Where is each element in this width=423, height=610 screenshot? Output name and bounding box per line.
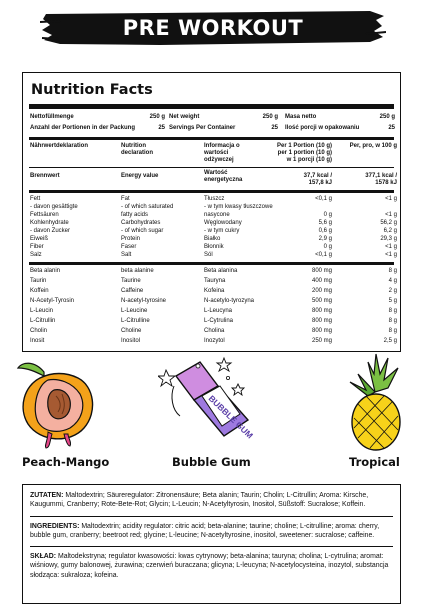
column-header-per100: Per, pro, w 100 g — [349, 143, 397, 149]
table-cell: Taurine — [121, 278, 141, 284]
table-cell: N-acetyl-tyrosine — [121, 298, 167, 304]
table-cell: nasycone — [204, 212, 230, 218]
table-cell: 250 mg — [311, 338, 332, 344]
table-cell: Fett — [30, 196, 41, 202]
table-cell: - davon gesättigte — [30, 204, 78, 210]
header-value: 25 — [158, 125, 165, 131]
table-cell: 6,2 g — [383, 228, 397, 234]
table-cell: Tauryna — [204, 278, 226, 284]
table-cell: 4 g — [388, 278, 397, 284]
energy-label-de: Brennwert — [30, 173, 60, 179]
table-cell: 200 mg — [311, 288, 332, 294]
header-value: 250 g — [149, 114, 165, 120]
flavor-label-peach-mango: Peach-Mango — [22, 455, 110, 469]
table-cell: Fiber — [30, 244, 44, 250]
table-cell: 8 g — [388, 328, 397, 334]
table-cell: <0,1 g — [315, 252, 332, 258]
page-title: PRE WORKOUT — [122, 16, 304, 40]
ingredients-en — [30, 522, 393, 541]
header-value: 25 — [271, 125, 278, 131]
table-cell: Cholin — [30, 328, 48, 334]
table-cell: Taurin — [30, 278, 47, 284]
energy-label-pl: energetyczna — [204, 177, 243, 183]
heavy-divider — [29, 190, 394, 193]
peach-icon — [14, 356, 102, 452]
table-cell: Salz — [30, 252, 42, 258]
header-label: Masa netto — [285, 114, 317, 120]
header-label: Anzahl der Portionen in der Packung — [30, 125, 136, 131]
flavor-label-bubble-gum: Bubble Gum — [172, 455, 251, 469]
ingredients-pl-text: Maltodekstryna; regulator kwasowości: kwas cytrynowy; beta-alanina; tauryna; cholina; L-cytrulina; aromat: wiśniowy, gumy balonowej, żurawina; czerwień buraczana; glicyna; L-leucyna; N-acetylocysteina, inozytol, substancja słodząca: sukraloza; kofeina. — [30, 553, 389, 579]
column-header-en: declaration — [121, 150, 154, 156]
table-cell: 2,9 g — [318, 236, 332, 242]
table-cell: <1 g — [385, 252, 397, 258]
table-cell: Fat — [121, 196, 130, 202]
header-label: Ilość porcji w opakowaniu — [285, 125, 360, 131]
energy-per100: 1578 kJ — [375, 180, 397, 186]
table-cell: 5,6 g — [318, 220, 332, 226]
table-cell: 0 g — [323, 212, 332, 218]
flavor-label-tropical: Tropical — [349, 455, 400, 469]
ingredients-pl-label: SKŁAD: — [30, 553, 57, 561]
table-cell: 29,3 g — [380, 236, 397, 242]
table-cell: - w tym kwasy tłuszczowe — [204, 204, 273, 210]
nutrition-facts-title: Nutrition Facts — [31, 82, 153, 98]
ingredients-pl — [30, 552, 393, 580]
table-cell: 8 g — [388, 268, 397, 274]
gum-wrapper-text: BUBBLE GUM — [206, 393, 254, 441]
table-cell: Inozytol — [204, 338, 225, 344]
table-cell: Choline — [121, 328, 142, 334]
table-cell: 8 g — [388, 318, 397, 324]
table-cell: 800 mg — [311, 318, 332, 324]
table-cell: 400 mg — [311, 278, 332, 284]
energy-per100: 377,1 kcal / — [365, 173, 397, 179]
table-cell: fatty acids — [121, 212, 149, 218]
table-cell: Tłuszcz — [204, 196, 225, 202]
header-value: 250 g — [262, 114, 278, 120]
header-value: 250 g — [379, 114, 395, 120]
table-cell: 56,2 g — [380, 220, 397, 226]
table-cell: L-Citrullin — [30, 318, 56, 324]
table-cell: L-Cytrulina — [204, 318, 234, 324]
table-cell: Inositol — [121, 338, 141, 344]
ingredients-box — [22, 484, 401, 604]
table-cell: - of which sugar — [121, 228, 164, 234]
table-cell: 2,5 g — [383, 338, 397, 344]
column-header-pl: wartości — [204, 150, 229, 156]
divider — [29, 167, 394, 168]
table-cell: Salt — [121, 252, 132, 258]
header-value: 25 — [388, 125, 395, 131]
column-header-portion: per 1 portion (10 g) — [277, 150, 332, 156]
column-header-portion: Per 1 Portion (10 g) — [276, 143, 332, 149]
table-cell: L-Leucine — [121, 308, 148, 314]
pineapple-icon — [344, 352, 406, 452]
table-cell: N-Acetyl-Tyrosin — [30, 298, 75, 304]
bubble-gum-icon — [158, 356, 254, 448]
table-cell: Kohlenhydrate — [30, 220, 69, 226]
table-cell: - davon Zucker — [30, 228, 71, 234]
ingredients-en-text: Maltodextrin; acidity regulator: citric acid; beta-alanine; taurine; choline; L-citrulline; aroma: cherry, bubble gum, cranberry; beetroot red; glycine; L-leucine; N-acetyltyrosine, inositol, sweetener: sucralose; caffeine. — [30, 522, 380, 539]
header-label: Nettofüllmenge — [30, 114, 74, 120]
table-cell: Protein — [121, 236, 141, 242]
table-cell: Koffein — [30, 288, 49, 294]
column-header-pl: odżywczej — [204, 157, 234, 163]
table-cell: Cholina — [204, 328, 225, 334]
table-cell: Sól — [204, 252, 213, 258]
table-cell: 800 mg — [311, 268, 332, 274]
table-cell: Błonnik — [204, 244, 224, 250]
table-cell: 0 g — [323, 244, 332, 250]
table-cell: 800 mg — [311, 308, 332, 314]
table-cell: Eiweiß — [30, 236, 49, 242]
column-header-pl: Informacja o — [204, 143, 240, 149]
table-cell: Fettsäuren — [30, 212, 59, 218]
table-cell: Faser — [121, 244, 137, 250]
table-cell: 0,6 g — [318, 228, 332, 234]
title-banner — [40, 8, 386, 48]
table-cell: Inosit — [30, 338, 45, 344]
divider — [30, 516, 393, 517]
ingredients-en-label: INGREDIENTS: — [30, 522, 80, 530]
table-cell: Białko — [204, 236, 221, 242]
column-header-en: Nutrition — [121, 143, 146, 149]
ingredients-de-text: Maltodextrin; Säureregulator: Zitronensäure; Beta alanin; Taurin; Cholin; L-Citrullin; Aroma: Kirsche, Kaugummi, Cranberry; Rote-Bete-Rot; Glycin; L-Leucin; N-Acetyltyrosin, Inositol, Süßstoff: Sucralose; Koffein. — [30, 492, 369, 509]
heavy-divider — [29, 104, 394, 109]
table-cell: Caffeine — [121, 288, 144, 294]
heavy-divider — [29, 262, 394, 265]
table-cell: Kofeina — [204, 288, 225, 294]
ingredients-de — [30, 491, 393, 510]
divider — [30, 546, 393, 547]
energy-portion: 157,8 kJ — [308, 180, 332, 186]
table-cell: - w tym cukry — [204, 228, 240, 234]
header-label: Net weight — [169, 114, 200, 120]
ingredients-de-label: ZUTATEN: — [30, 492, 64, 499]
table-cell: <1 g — [385, 212, 397, 218]
table-cell: beta alanine — [121, 268, 154, 274]
column-header-portion: w 1 porcji (10 g) — [286, 157, 332, 163]
table-cell: L-Leucin — [30, 308, 54, 314]
table-cell: L-Citrulline — [121, 318, 150, 324]
heavy-divider — [29, 137, 394, 140]
table-cell: Węglowodany — [204, 220, 242, 226]
table-cell: 500 mg — [311, 298, 332, 304]
table-cell: 5 g — [388, 298, 397, 304]
table-cell: <0,1 g — [315, 196, 332, 202]
header-label: Servings Per Container — [169, 125, 236, 131]
table-cell: <1 g — [385, 244, 397, 250]
table-cell: N-acetylo-tyrozyna — [204, 298, 255, 304]
table-cell: 2 g — [388, 288, 397, 294]
table-cell: <1 g — [385, 196, 397, 202]
nutrition-facts-panel — [22, 72, 401, 352]
table-cell: Beta alanin — [30, 268, 61, 274]
table-cell: Carbohydrates — [121, 220, 161, 226]
table-cell: L-Leucyna — [204, 308, 233, 314]
column-header-de: Nährwertdeklaration — [30, 143, 89, 149]
table-cell: Beta alanina — [204, 268, 238, 274]
table-cell: 800 mg — [311, 328, 332, 334]
energy-portion: 37,7 kcal / — [303, 173, 332, 179]
energy-label-pl: Wartość — [204, 170, 228, 176]
table-cell: 8 g — [388, 308, 397, 314]
energy-label-en: Energy value — [121, 173, 159, 179]
table-cell: - of which saturated — [121, 204, 174, 210]
